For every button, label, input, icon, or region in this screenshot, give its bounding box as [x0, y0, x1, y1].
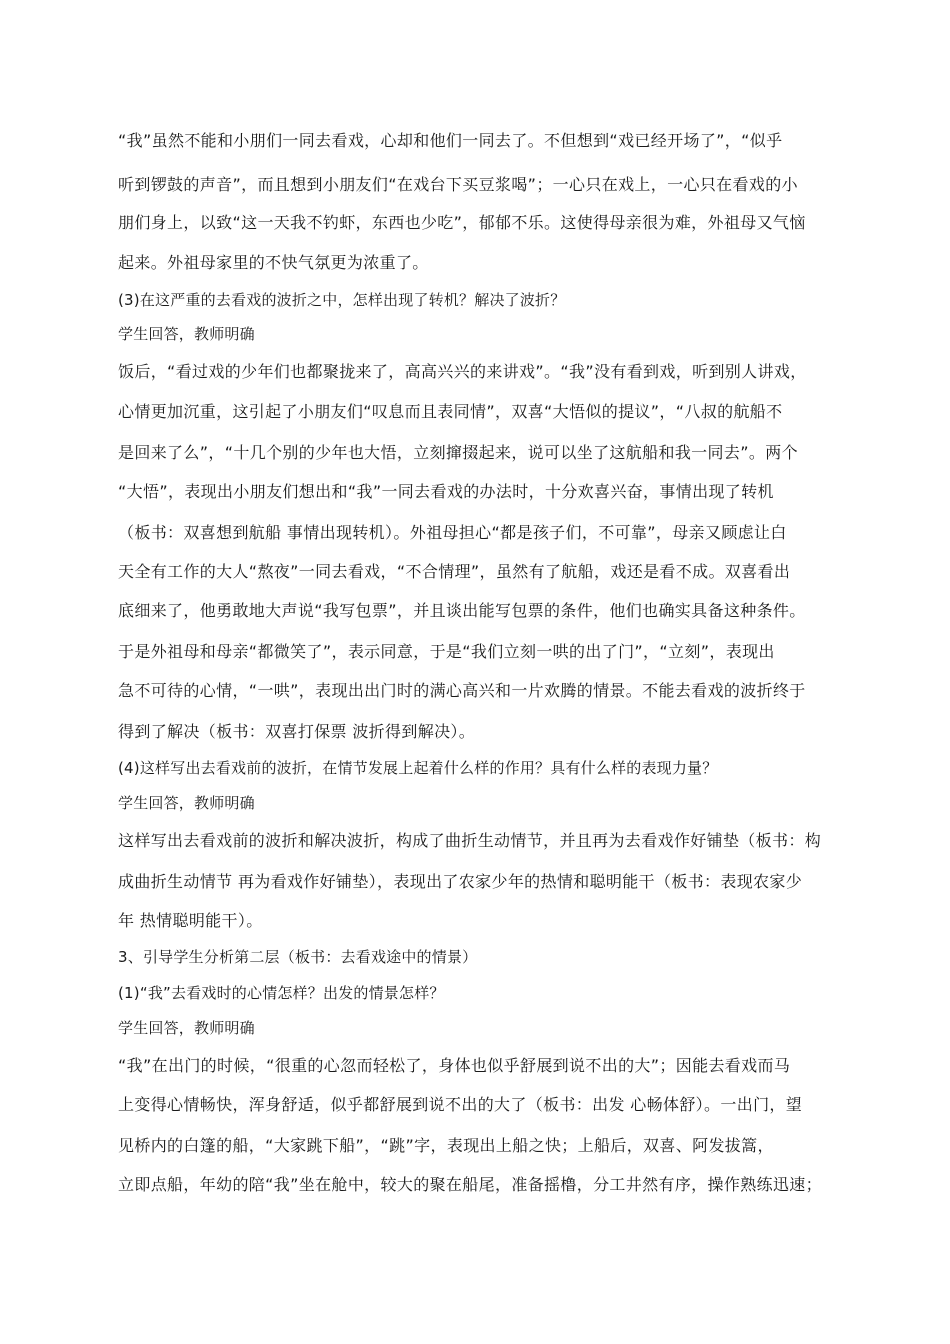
text-line: 这样写出去看戏前的波折和解决波折，构成了曲折生动情节，并且再为去看戏作好铺垫（板书：构 — [118, 831, 822, 850]
text-line: 得到了解决（板书：双喜打保票 波折得到解决）。 — [118, 722, 476, 741]
text-line: 学生回答，教师明确 — [118, 1019, 255, 1037]
text-line: 学生回答，教师明确 — [118, 794, 255, 812]
text-line: 听到锣鼓的声音”，而且想到小朋友们“在戏台下买豆浆喝”；一心只在戏上，一心只在看戏的小 — [118, 175, 798, 194]
text-line: （板书：双喜想到航船 事情出现转机）。外祖母担心“都是孩子们，不可靠”，母亲又顾虑让白 — [118, 523, 787, 542]
text-line: 学生回答，教师明确 — [118, 325, 255, 343]
text-line: 于是外祖母和母亲“都微笑了”，表示同意，于是“我们立刻一哄的出了门”，“立刻”，表现出 — [118, 642, 775, 661]
text-line: 立即点船，年幼的陪“我”坐在舱中，较大的聚在船尾，准备摇橹，分工井然有序，操作熟练迅速； — [118, 1175, 822, 1194]
text-line: 年 热情聪明能干）。 — [118, 911, 263, 930]
text-line: “我”在出门的时候，“很重的心忽而轻松了，身体也似乎舒展到说不出的大”；因能去看戏而马 — [118, 1056, 791, 1075]
text-line: “大悟”，表现出小朋友们想出和“我”一同去看戏的办法时，十分欢喜兴奋，事情出现了转机 — [118, 482, 774, 501]
text-line: 上变得心情畅快，浑身舒适，似乎都舒展到说不出的大了（板书：出发 心畅体舒）。一出门，望 — [118, 1095, 803, 1114]
text-line: 成曲折生动情节 再为看戏作好铺垫），表现出了农家少年的热情和聪明能干（板书：表现农家少 — [118, 872, 803, 891]
text-line: 心情更加沉重，这引起了小朋友们“叹息而且表同情”，双喜“大悟似的提议”，“八叔的航船不 — [118, 402, 783, 421]
text-line: “我”虽然不能和小朋们一同去看戏，心却和他们一同去了。不但想到“戏已经开场了”，“似乎 — [118, 131, 783, 150]
text-line: 天全有工作的大人“熬夜”一同去看戏，“不合情理”，虽然有了航船，戏还是看不成。双喜看出 — [118, 562, 791, 581]
section-heading: 3、引导学生分析第二层（板书：去看戏途中的情景） — [118, 948, 478, 966]
text-line: 见桥内的白篷的船，“大家跳下船”，“跳”字，表现出上船之快；上船后，双喜、阿发拔篙， — [118, 1136, 774, 1155]
text-line: 底细来了，他勇敢地大声说“我写包票”，并且谈出能写包票的条件，他们也确实具备这种条件。 — [118, 601, 806, 620]
text-line: 朋们身上，以致“这一天我不钓虾，东西也少吃”，郁郁不乐。这使得母亲很为难，外祖母又气恼 — [118, 213, 806, 232]
text-line: 是回来了么”，“十几个别的少年也大悟，立刻撺掇起来，说可以坐了这航船和我一同去”。两个 — [118, 443, 798, 462]
text-line: 饭后，“看过戏的少年们也都聚拢来了，高高兴兴的来讲戏”。“我”没有看到戏，听到别人讲戏， — [118, 362, 807, 381]
question-heading: (1)“我”去看戏时的心情怎样？出发的情景怎样？ — [118, 984, 445, 1002]
text-line: 急不可待的心情，“一哄”，表现出出门时的满心高兴和一片欢腾的情景。不能去看戏的波折终于 — [118, 681, 806, 700]
question-heading: (4)这样写出去看戏前的波折，在情节发展上起着什么样的作用？具有什么样的表现力量？ — [118, 759, 718, 777]
question-heading: (3)在这严重的去看戏的波折之中，怎样出现了转机？解决了波折？ — [118, 291, 566, 309]
text-line: 起来。外祖母家里的不快气氛更为浓重了。 — [118, 253, 429, 272]
